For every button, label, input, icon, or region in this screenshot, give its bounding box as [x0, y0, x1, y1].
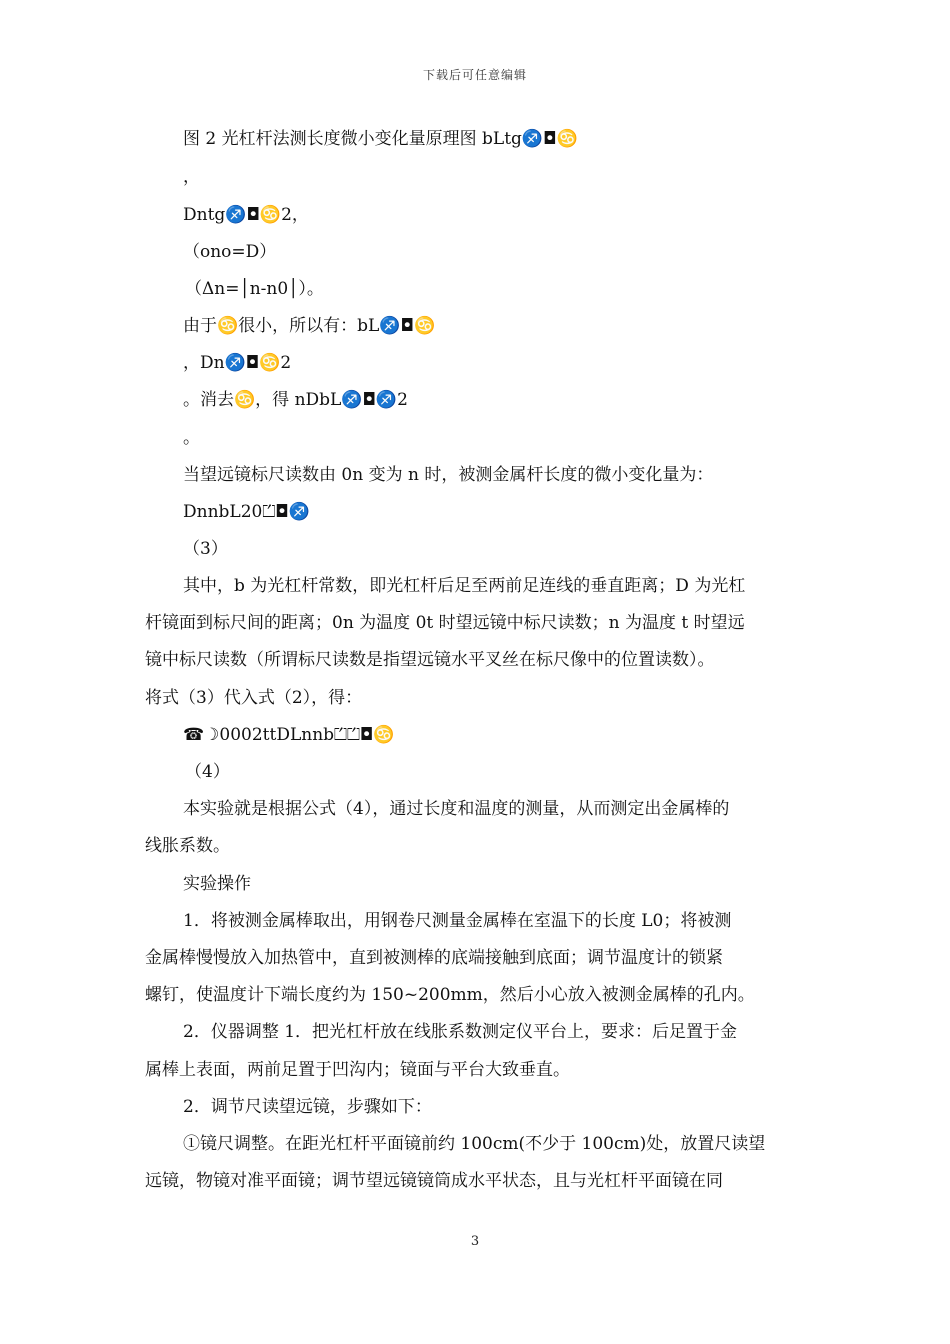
- paragraph-line: 属棒上表面，两前足置于凹沟内；镜面与平台大致垂直。: [145, 1060, 570, 1080]
- paragraph-line: 螺钉，使温度计下端长度约为 150~200mm，然后小心放入被测金属棒的孔内。: [145, 985, 755, 1005]
- formula-line: ☎☽0002ttDLnnb⏍⏍◘♋: [183, 725, 395, 745]
- text-line: 。: [183, 428, 200, 448]
- formula-line: Dntg♐◘♋2，: [183, 205, 309, 225]
- section-heading: 实验操作: [183, 874, 251, 894]
- formula-line: ，: [183, 167, 200, 187]
- figure-caption: 图 2 光杠杆法测长度微小变化量原理图 bLtg♐◘♋: [183, 129, 578, 149]
- page-number: 3: [470, 1234, 480, 1249]
- paragraph-line: 将式（3）代入式（2），得：: [145, 688, 363, 708]
- paragraph-line: 2．仪器调整 1．把光杠杆放在线胀系数测定仪平台上，要求：后足置于金: [183, 1022, 738, 1042]
- paragraph-line: 本实验就是根据公式（4），通过长度和温度的测量，从而测定出金属棒的: [183, 799, 730, 819]
- equation-number: （3）: [183, 539, 228, 559]
- text-line: 由于♋很小，所以有：bL♐◘♋: [183, 316, 436, 336]
- text-line: 当望远镜标尺读数由 0n 变为 n 时，被测金属杆长度的微小变化量为：: [183, 465, 714, 485]
- paragraph-line: 2．调节尺读望远镜，步骤如下：: [183, 1097, 432, 1117]
- formula-line: （Δn=│n-n0│）。: [185, 279, 324, 299]
- paragraph-line: 1．将被测金属棒取出，用钢卷尺测量金属棒在室温下的长度 L0；将被测: [183, 911, 732, 931]
- paragraph-line: 其中，b 为光杠杆常数，即光杠杆后足至两前足连线的垂直距离；D 为光杠: [183, 576, 746, 596]
- paragraph-line: 镜中标尺读数（所谓标尺读数是指望远镜水平叉丝在标尺像中的位置读数）。: [145, 650, 715, 670]
- equation-number: （4）: [185, 762, 230, 782]
- formula-line: ，Dn♐◘♋2: [183, 353, 292, 373]
- paragraph-line: 金属棒慢慢放入加热管中，直到被测棒的底端接触到底面；调节温度计的锁紧: [145, 948, 723, 968]
- formula-line: DnnbL20⏍◘♐: [183, 502, 310, 522]
- text-line: 。消去♋，得 nDbL♐◘♐2: [183, 390, 408, 410]
- paragraph-line: 线胀系数。: [145, 836, 230, 856]
- paragraph-line: ①镜尺调整。在距光杠杆平面镜前约 100cm(不少于 100cm)处，放置尺读望: [183, 1134, 766, 1154]
- paragraph-line: 杆镜面到标尺间的距离；0n 为温度 0t 时望远镜中标尺读数；n 为温度 t 时望远: [145, 613, 745, 633]
- formula-line: （ono=D）: [183, 242, 277, 262]
- page-header: 下载后可任意编辑: [422, 68, 527, 82]
- paragraph-line: 远镜，物镜对准平面镜；调节望远镜镜筒成水平状态，且与光杠杆平面镜在同: [145, 1171, 723, 1191]
